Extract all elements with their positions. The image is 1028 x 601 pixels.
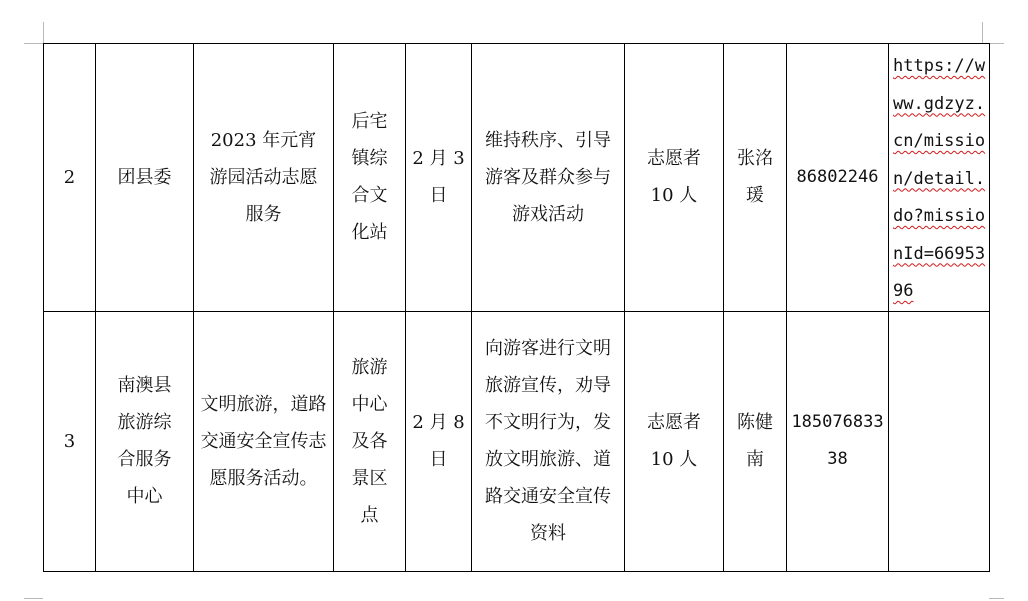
organizer-cell xyxy=(96,311,194,571)
date-text: 2 月 3 日 xyxy=(412,148,465,207)
crop-mark-bottom-right-h xyxy=(989,598,1004,599)
link-cell xyxy=(889,44,990,312)
content-text: 向游客进行文明旅游宣传，劝导不文明行为，发放文明旅游、道路交通安全宣传资料 xyxy=(485,338,611,544)
crop-mark-bottom-left-h xyxy=(24,598,43,599)
volunteer-activity-table xyxy=(43,43,990,572)
date-cell xyxy=(406,311,472,571)
activity-text: 2023 年元宵游园活动志愿服务 xyxy=(209,129,318,225)
contact-text: 张洺瑗 xyxy=(737,148,773,207)
content-text: 维持秩序、引导游客及群众参与游戏活动 xyxy=(485,129,611,225)
crop-mark-top-right-h xyxy=(989,43,1004,44)
table-row xyxy=(44,44,990,312)
location-cell xyxy=(334,44,406,312)
content-cell xyxy=(472,44,625,312)
organizer-cell xyxy=(96,44,194,312)
phone-text: 86802246 xyxy=(796,166,879,187)
crop-mark-top-right-v xyxy=(982,22,983,43)
phone-text: 18507683338 xyxy=(791,412,884,469)
organizer-text: 团县委 xyxy=(117,166,172,188)
content-cell xyxy=(472,311,625,571)
crop-mark-top-left-h xyxy=(24,43,43,44)
link-cell xyxy=(889,311,990,571)
date-cell xyxy=(406,44,472,312)
row-number-cell xyxy=(44,311,96,571)
volunteers-text: 志愿者 10 人 xyxy=(647,148,701,207)
phone-cell xyxy=(787,311,889,571)
volunteers-cell xyxy=(625,311,724,571)
row-number: 3 xyxy=(63,430,76,452)
location-text: 后宅镇综合文化站 xyxy=(351,111,388,244)
row-number: 2 xyxy=(63,166,76,188)
volunteers-text: 志愿者 10 人 xyxy=(647,412,701,470)
activity-cell xyxy=(194,311,334,571)
row-number-cell xyxy=(44,44,96,312)
contact-cell xyxy=(724,311,787,571)
activity-text: 文明旅游，道路交通安全宣传志愿服务活动。 xyxy=(200,393,327,489)
date-text: 2 月 8 日 xyxy=(412,412,465,470)
activity-cell xyxy=(194,44,334,312)
organizer-text: 南澳县旅游综合服务中心 xyxy=(117,375,172,507)
contact-cell xyxy=(724,44,787,312)
phone-cell xyxy=(787,44,889,312)
location-text: 旅游中心及各景区点 xyxy=(351,356,388,526)
crop-mark-top-left-v xyxy=(43,22,44,43)
table-row xyxy=(44,311,990,571)
volunteers-cell xyxy=(625,44,724,312)
mission-link xyxy=(889,439,989,443)
location-cell xyxy=(334,311,406,571)
contact-text: 陈健南 xyxy=(737,412,773,470)
mission-link[interactable]: https://www.gdzyz.cn/mission/detail.do?missionId=6695396 xyxy=(893,56,986,301)
